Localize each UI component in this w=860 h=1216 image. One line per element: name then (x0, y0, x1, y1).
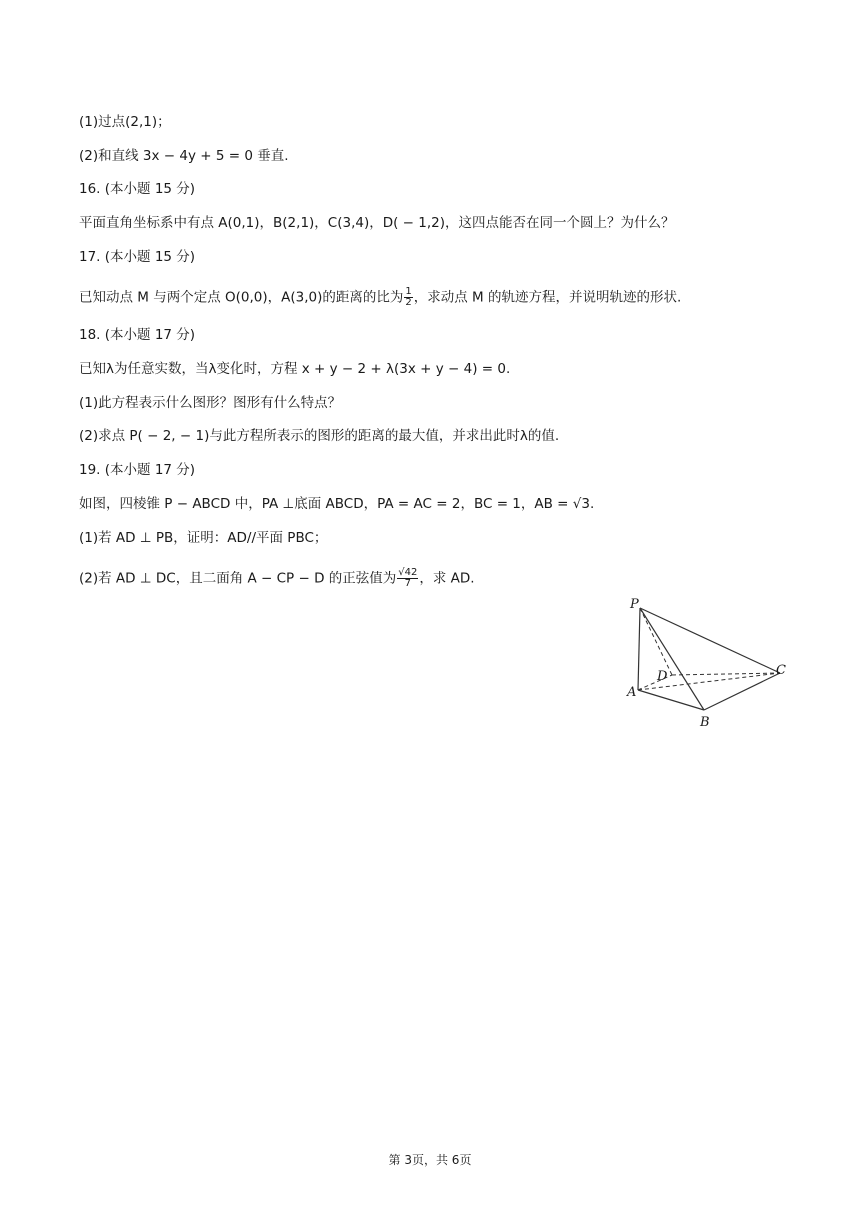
frac-numerator: 1 (405, 286, 412, 297)
line-19-2-before: (2)若 AD ⊥ DC，且二面角 A − CP − D 的正弦值为 (79, 570, 397, 587)
label-C: C (776, 663, 786, 678)
label-P: P (630, 597, 639, 612)
frac-numerator: √42 (398, 567, 418, 578)
line-19-1: (1)若 AD ⊥ PB，证明：AD//平面 PBC； (79, 530, 328, 546)
line-15-1: (1)过点(2,1)； (79, 114, 171, 130)
frac-denominator: 7 (404, 578, 412, 589)
heading-q19: 19. (本小题 17 分) (79, 462, 196, 478)
heading-q18: 18. (本小题 17 分) (79, 327, 196, 343)
fraction-sqrt42-over-7 (397, 568, 418, 589)
pyramid-figure (620, 595, 820, 730)
edge-PA (638, 608, 640, 690)
line-18-body: 已知λ为任意实数，当λ变化时，方程 x + y − 2 + λ(3x + y − 4) = 0. (79, 361, 511, 377)
edge-AB (638, 690, 704, 710)
heading-q17: 17. (本小题 15 分) (79, 249, 196, 265)
line-18-2: (2)求点 P( − 2, − 1)与此方程所表示的图形的距离的最大值，并求出此时λ的值. (79, 428, 560, 444)
page-footer: 第 3页，共 6页 (388, 1153, 472, 1167)
line-17-before: 已知动点 M 与两个定点 O(0,0)，A(3,0)的距离的比为 (79, 289, 404, 306)
label-D: D (657, 669, 668, 684)
label-A: A (627, 685, 637, 700)
line-16-body: 平面直角坐标系中有点 A(0,1)，B(2,1)，C(3,4)，D( − 1,2)，这四点能否在同一个圆上？为什么？ (79, 215, 675, 231)
pyramid-diagram (620, 595, 820, 730)
line-19-body: 如图，四棱锥 P − ABCD 中，PA ⊥底面 ABCD，PA = AC = 2，BC = 1，AB = √3. (79, 496, 595, 512)
label-B: B (700, 715, 710, 730)
fraction-one-half (404, 287, 412, 308)
line-18-1: (1)此方程表示什么图形？图形有什么特点？ (79, 395, 342, 411)
line-19-2-after: ，求 AD. (419, 570, 475, 587)
edge-PD-hidden (640, 608, 672, 675)
heading-q16: 16. (本小题 15 分) (79, 181, 196, 197)
line-19-2 (79, 568, 475, 589)
line-15-2: (2)和直线 3x − 4y + 5 = 0 垂直. (79, 148, 289, 164)
line-17-body (79, 287, 681, 308)
line-17-after: ，求动点 M 的轨迹方程，并说明轨迹的形状. (413, 289, 682, 306)
edge-BC (704, 673, 780, 710)
frac-denominator: 2 (405, 297, 412, 308)
